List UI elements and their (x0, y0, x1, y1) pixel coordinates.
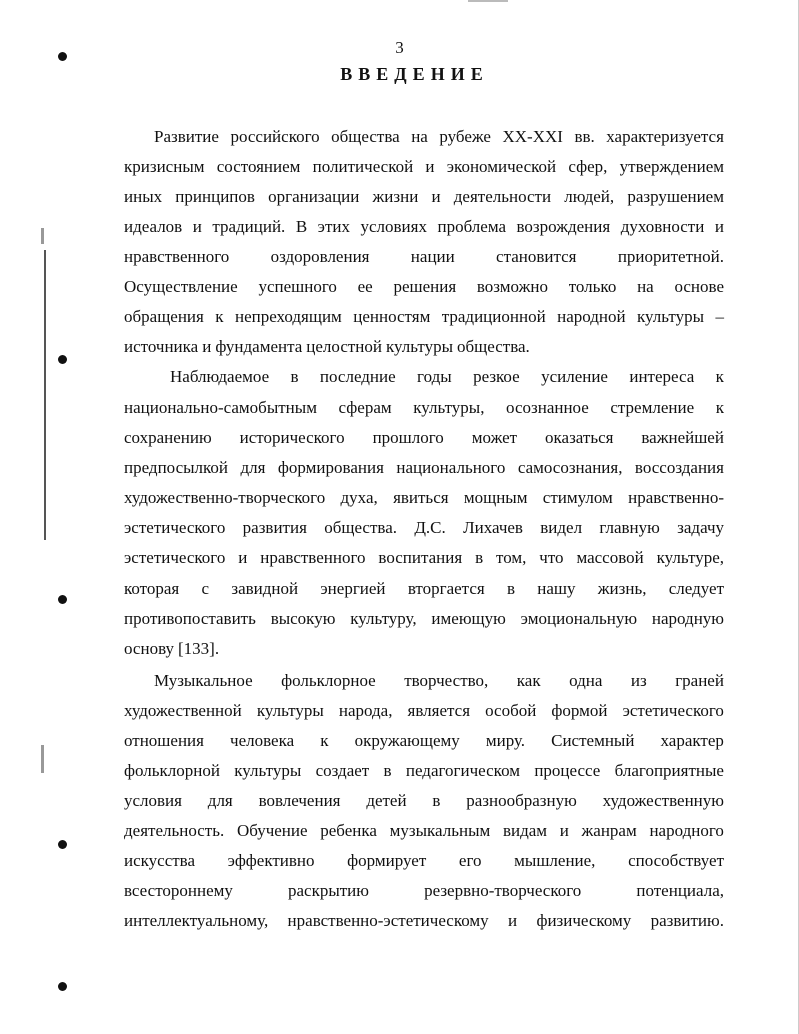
text-line: обращения к непреходящим ценностям традиционной народной культуры – (124, 307, 724, 326)
text-line: художественно-творческого духа, явиться мощным стимулом нравственно- (124, 488, 724, 507)
text-line: эстетического развития общества. Д.С. Лихачев видел главную задачу (124, 518, 724, 537)
text-line: интеллектуальному, нравственно-эстетическому и физическому развитию. (124, 911, 724, 930)
text-line: Наблюдаемое в последние годы резкое усиление интереса к (170, 367, 724, 386)
text-line: основу [133]. (124, 639, 220, 658)
text-line: Осуществление успешного ее решения возможно только на основе (124, 277, 724, 296)
text-line: отношения человека к окружающему миру. Системный характер (124, 731, 724, 750)
text-line: всестороннему раскрытию резервно-творческого потенциала, (124, 881, 724, 900)
text-line: кризисным состоянием политической и экономической сфер, утверждением (124, 157, 724, 176)
text-line: которая с завидной энергией вторгается в нашу жизнь, следует (124, 579, 724, 598)
text-line: национально-самобытным сферам культуры, осознанное стремление к (124, 398, 724, 417)
text-line: предпосылкой для формирования национального самосознания, воссоздания (124, 458, 724, 477)
binding-margin-speck (41, 745, 44, 773)
binding-margin-mark (44, 250, 46, 540)
text-line: противопоставить высокую культуру, имеющую эмоциональную народную (124, 609, 724, 628)
text-line: эстетического и нравственного воспитания в том, что массовой культуре, (124, 548, 724, 567)
page-number: 3 (395, 38, 404, 57)
binding-hole-4 (58, 840, 67, 849)
binding-hole-5 (58, 982, 67, 991)
text-line: идеалов и традиций. В этих условиях проблема возрождения духовности и (124, 217, 724, 236)
page-heading: ВВЕДЕНИЕ (340, 64, 489, 84)
text-line: иных принципов организации жизни и деятельности людей, разрушением (124, 187, 724, 206)
scan-edge-mark (468, 0, 508, 2)
text-line: сохранению исторического прошлого может оказаться важнейшей (124, 428, 724, 447)
text-line: искусства эффективно формирует его мышление, способствует (124, 851, 724, 870)
text-line: Развитие российского общества на рубеже XX-XXI вв. характеризуется (154, 127, 724, 146)
binding-hole-3 (58, 595, 67, 604)
binding-hole-2 (58, 355, 67, 364)
text-line: Музыкальное фольклорное творчество, как одна из граней (154, 671, 724, 690)
text-line: нравственного оздоровления нации становится приоритетной. (124, 247, 724, 266)
text-line: фольклорной культуры создает в педагогическом процессе благоприятные (124, 761, 724, 780)
binding-margin-speck (41, 228, 44, 244)
text-line: условия для вовлечения детей в разнообразную художественную (124, 791, 724, 810)
text-line: источника и фундамента целостной культуры общества. (124, 337, 530, 356)
text-line: художественной культуры народа, является особой формой эстетического (124, 701, 724, 720)
text-line: деятельность. Обучение ребенка музыкальным видам и жанрам народного (124, 821, 724, 840)
